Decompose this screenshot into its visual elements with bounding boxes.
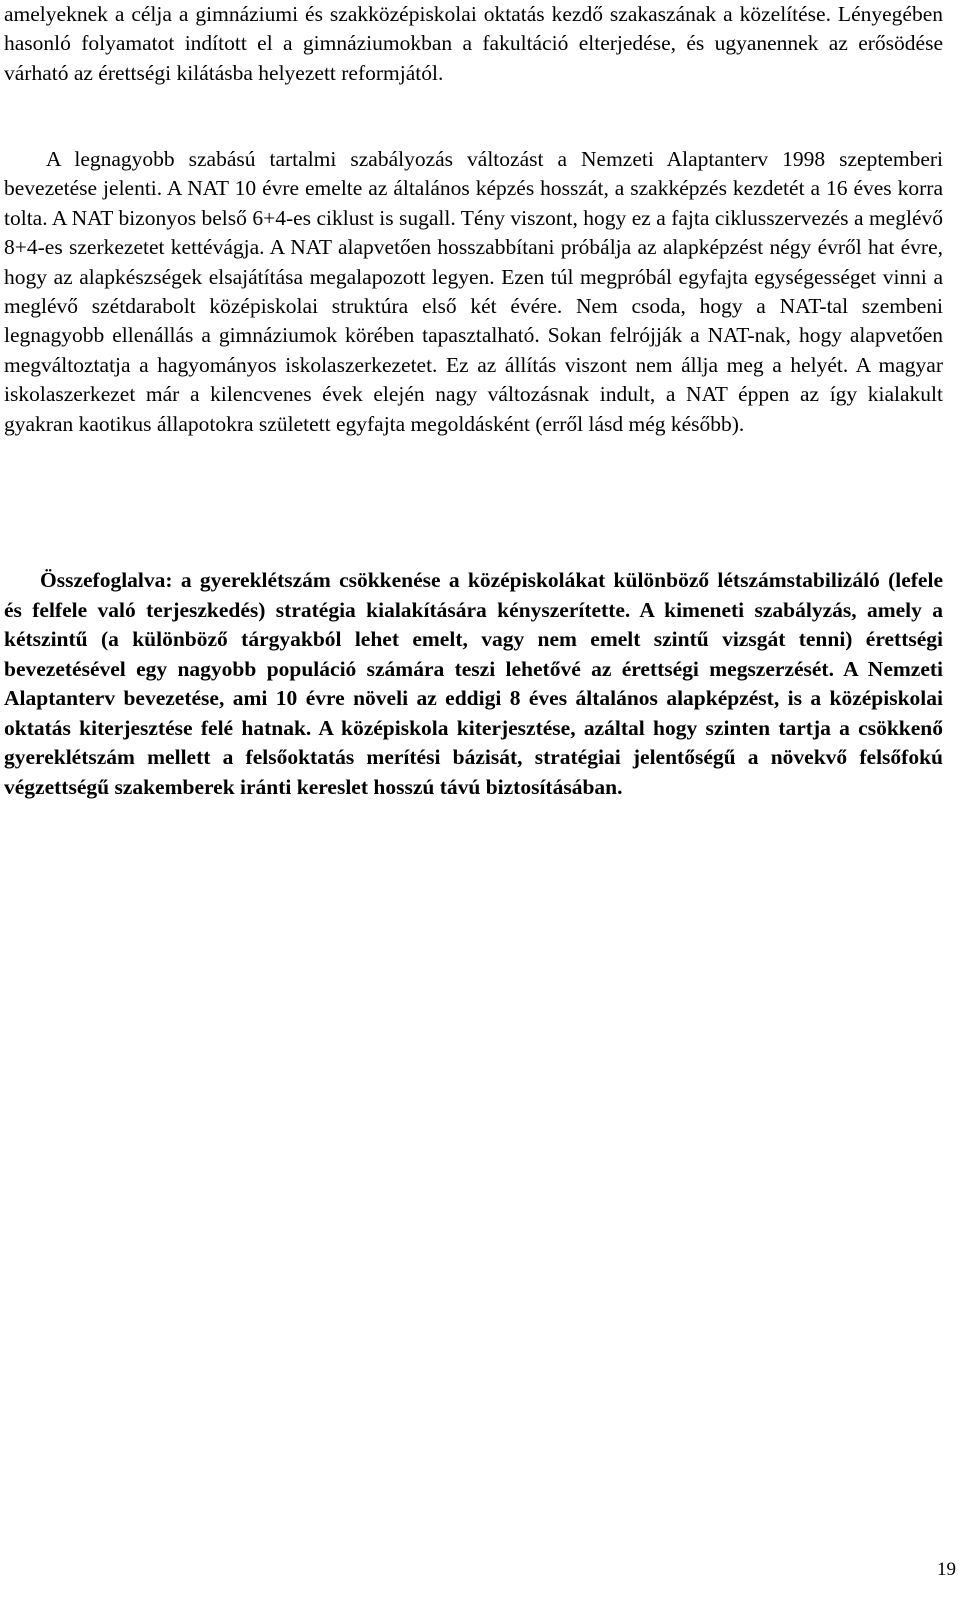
paragraph-continuation: amelyeknek a célja a gimnáziumi és szakközépiskolai oktatás kezdő szakaszának a közelítése. Lényegében hasonló folyamatot indított el a gimnáziumokban a fakultáció elterjedése, és ugyanennek az erősödése várható az érettségi kilátásba helyezett reformjától. [4, 2, 943, 85]
paragraph-summary: Összefoglalva: a gyereklétszám csökkenése a középiskolákat különböző létszámstabilizáló (lefele és felfele való terjeszkedés) stratégia kialakítására kényszerítette. A kimeneti szabályzás, amely a kétszintű (a különböző tárgyakból lehet emelt, vagy nem emelt szintű vizsgát tenni) érettségi bevezetésével egy nagyobb populáció számára teszi lehetővé az érettségi megszerzését. A Nemzeti Alaptanterv bevezetése, ami 10 évre növeli az eddigi 8 éves általános alapképzést, is a középiskolai oktatás kiterjesztése felé hatnak. A középiskola kiterjesztése, azáltal hogy szinten tartja a csökkenő gyereklétszám mellett a felsőoktatás merítési bázisát, stratégiai jelentőségű a növekvő felsőfokú végzettségű szakemberek iránti kereslet hosszú távú biztosításában. [4, 568, 943, 799]
page-number: 19 [937, 1559, 956, 1580]
paragraph-nat: A legnagyobb szabású tartalmi szabályozás változást a Nemzeti Alaptanterv 1998 szeptemberi bevezetése jelenti. A NAT 10 évre emelte az általános képzés hosszát, a szakképzés kezdetét a 16 éves korra tolta. A NAT bizonyos belső 6+4-es ciklust is sugall. Tény viszont, hogy ez a fajta ciklusszervezés a meglévő 8+4-es szerkezetet kettévágja. A NAT alapvetően hosszabbítani próbálja az alapképzést négy évről hat évre, hogy az alapkészségek elsajátítása megalapozott legyen. Ezen túl megpróbál egyfajta egységességet vinni a meglévő szétdarabolt középiskolai struktúra első két évére. Nem csoda, hogy a NAT-tal szembeni legnagyobb ellenállás a gimnáziumok körében tapasztalható. Sokan felrójják a NAT-nak, hogy alapvetően megváltoztatja a hagyományos iskolaszerkezetet. Ez az állítás viszont nem állja meg a helyét. A magyar iskolaszerkezet már a kilencvenes évek elején nagy változásnak indult, a NAT éppen az így kialakult gyakran kaotikus állapotokra született egyfajta megoldásként (erről lásd még később). [4, 147, 943, 436]
